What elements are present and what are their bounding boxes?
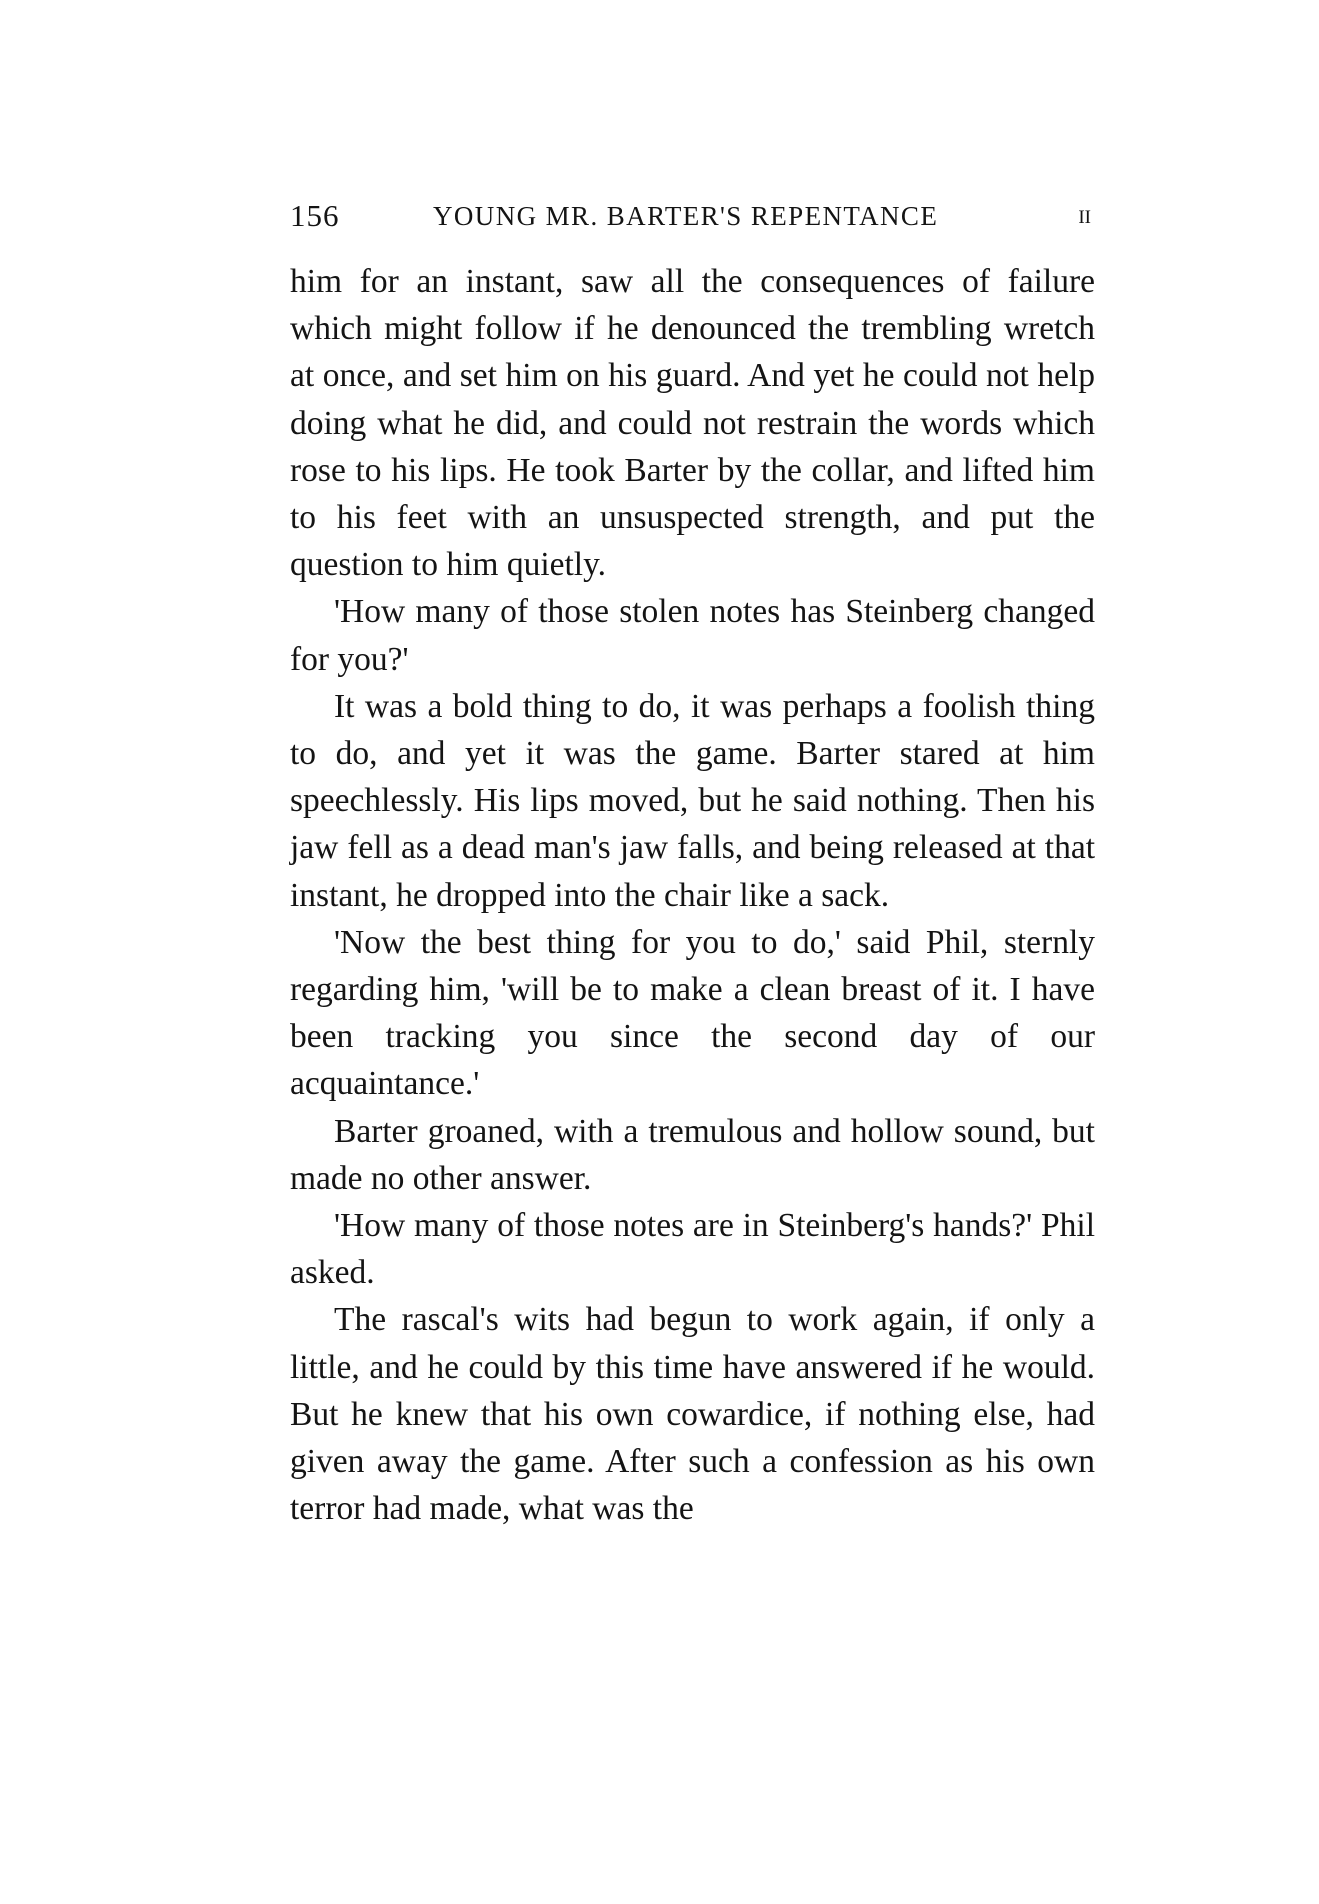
paragraph: 'How many of those notes are in Steinberg's hands?' Phil asked.: [290, 1207, 1095, 1292]
signature-mark: II: [1078, 207, 1091, 228]
running-title: YOUNG MR. BARTER'S REPENTANCE: [433, 201, 939, 231]
paragraph: Barter groaned, with a tremulous and hollow sound, but made no other answer.: [290, 1112, 1095, 1197]
paragraph: 'How many of those stolen notes has Steinberg changed for you?': [290, 593, 1095, 678]
paragraph: 'Now the best thing for you to do,' said Phil, sternly regarding him, 'will be to make a clean breast of it. I have been tracking you since the second day of our acquaintance.': [290, 923, 1095, 1103]
paragraph: It was a bold thing to do, it was perhaps a foolish thing to do, and yet it was the game. Barter stared at him speechlessly. His lips moved, but he said nothing. Then his jaw fell as a dead man's jaw falls, and being released at that instant, he dropped into the chair like a sack.: [290, 687, 1095, 914]
page-number: 156: [290, 198, 340, 233]
paragraph: The rascal's wits had begun to work again, if only a little, and he could by this time have answered if he would. But he knew that his own cowardice, if nothing else, had given away the game. After such a confession as his own terror had made, what was the: [290, 1301, 1095, 1528]
body-text: [290, 258, 1095, 1532]
running-head: [290, 196, 1095, 236]
paragraph-continued: him for an instant, saw all the consequences of failure which might follow if he denounced the trembling wretch at once, and set him on his guard. And yet he could not help doing what he did, and could not restrain the words which rose to his lips. He took Barter by the collar, and lifted him to his feet with an unsuspected strength, and put the question to him quietly.: [290, 263, 1095, 584]
